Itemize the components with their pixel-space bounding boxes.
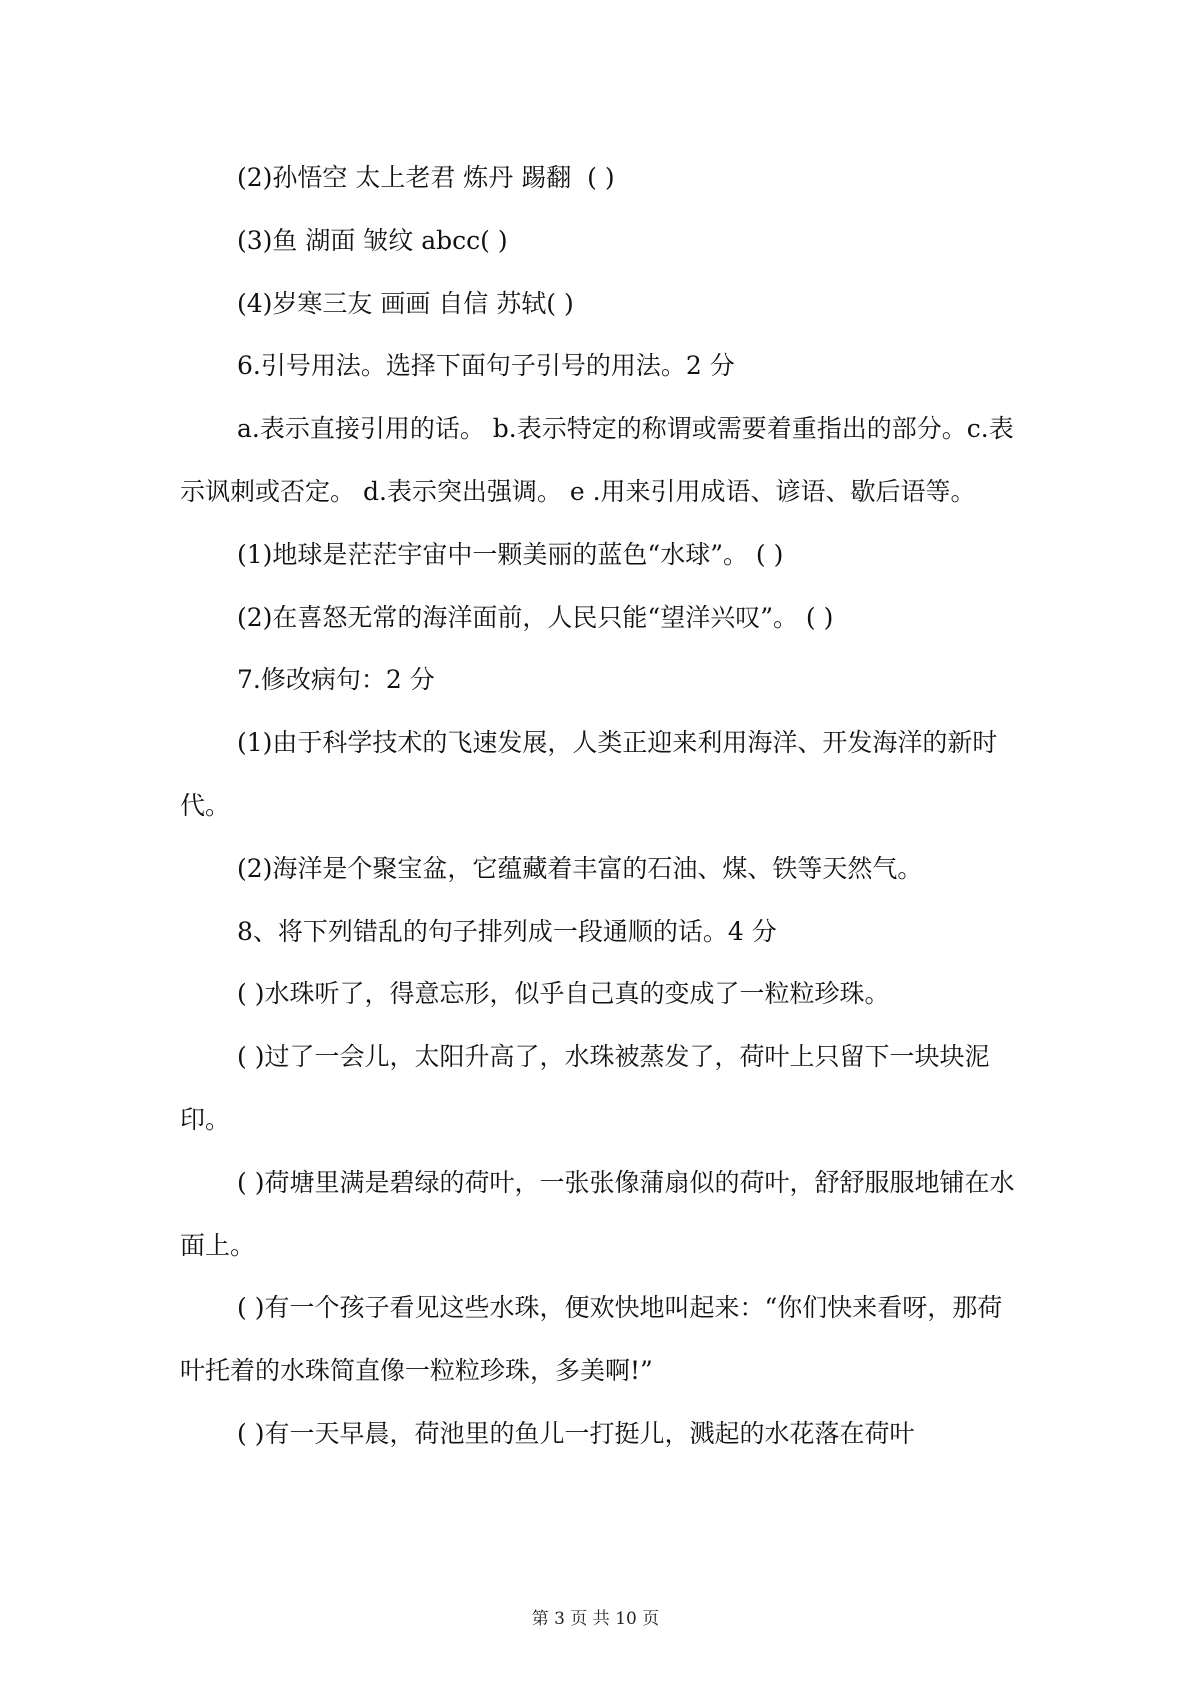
question-8-sentence-3: ( )荷塘里满是碧绿的荷叶，一张张像蒲扇似的荷叶，舒舒服服地铺在水面上。 — [180, 1167, 1015, 1260]
question-8-sentence-1: ( )水珠听了，得意忘形，似乎自己真的变成了一粒粒珍珠。 — [237, 979, 890, 1009]
question-5-item-4: (4)岁寒三友 画画 自信 苏轼( ) — [237, 288, 574, 318]
question-6-item-2: (2)在喜怒无常的海洋面前，人民只能“望洋兴叹”。 ( ) — [237, 602, 834, 632]
question-7-heading: 7.修改病句：2 分 — [237, 665, 435, 695]
question-6-item-1: (1)地球是茫茫宇宙中一颗美丽的蓝色“水球”。 ( ) — [237, 539, 784, 569]
question-7-item-2: (2)海洋是个聚宝盆，它蕴藏着丰富的石油、煤、铁等天然气。 — [237, 853, 923, 883]
question-8-sentence-5: ( )有一天早晨，荷池里的鱼儿一打挺儿，溅起的水花落在荷叶 — [237, 1418, 915, 1448]
question-8-sentence-4: ( )有一个孩子看见这些水珠，便欢快地叫起来：“你们快来看呀，那荷叶托着的水珠简直像一粒粒珍珠，多美啊!” — [180, 1293, 1003, 1386]
question-8-heading: 8、将下列错乱的句子排列成一段通顺的话。4 分 — [237, 916, 777, 946]
question-7-item-1: (1)由于科学技术的飞速发展，人类正迎来利用海洋、开发海洋的新时代。 — [180, 728, 998, 820]
question-6-heading: 6.引号用法。选择下面句子引号的用法。2 分 — [237, 351, 735, 381]
question-5-item-2: (2)孙悟空 太上老君 炼丹 踢翻 ( ) — [237, 163, 615, 192]
page-footer: 第 3 页 共 10 页 — [531, 1609, 660, 1629]
question-6-options: a.表示直接引用的话。 b.表示特定的称谓或需要着重指出的部分。c.表示讽刺或否定。 d.表示突出强调。 e .用来引用成语、谚语、歇后语等。 — [180, 414, 1014, 506]
document-body — [180, 147, 1022, 1466]
question-8-sentence-2: ( )过了一会儿，太阳升高了，水珠被蒸发了，荷叶上只留下一块块泥印。 — [180, 1042, 990, 1134]
question-5-item-3: (3)鱼 湖面 皱纹 abcc( ) — [237, 225, 508, 255]
